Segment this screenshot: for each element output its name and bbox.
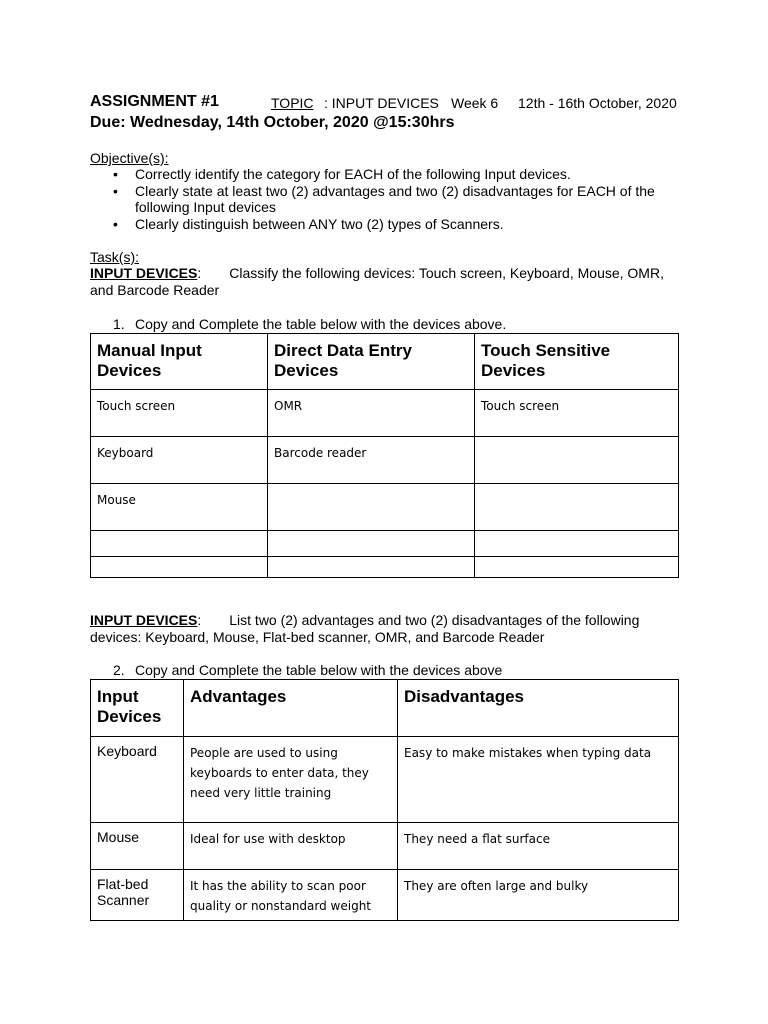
- column-header: Input Devices: [91, 680, 184, 737]
- table-cell: [475, 531, 679, 557]
- table-cell: [268, 484, 475, 531]
- table-row: [91, 737, 679, 823]
- table-cell: Flat-bed Scanner: [91, 870, 184, 921]
- table-cell: [268, 531, 475, 557]
- table-cell: OMR: [268, 390, 475, 437]
- table-cell: Keyboard: [91, 437, 268, 484]
- table-cell: Keyboard: [91, 737, 184, 823]
- table-row: [91, 870, 679, 921]
- table-cell: [475, 437, 679, 484]
- table-cell: People are used to using keyboards to enter data, they need very little training: [184, 737, 398, 823]
- column-header: Touch Sensitive Devices: [475, 334, 679, 390]
- column-header: Advantages: [184, 680, 398, 737]
- table-header-row: [91, 680, 679, 737]
- table-header-row: [91, 334, 679, 390]
- task1-step-text: Copy and Complete the table below with the devices above.: [135, 316, 507, 332]
- task1-text: Classify the following devices: Touch screen, Keyboard, Mouse, OMR, and Barcode Reader: [90, 265, 664, 298]
- tasks-heading: Task(s):: [90, 249, 139, 265]
- advantages-table: [90, 679, 679, 921]
- date-range: 12th - 16th October, 2020: [518, 95, 677, 111]
- table-cell: Ideal for use with desktop: [184, 823, 398, 870]
- task2-instructions: [90, 612, 680, 645]
- topic-value: : INPUT DEVICES: [324, 95, 439, 111]
- table-cell: Mouse: [91, 823, 184, 870]
- table-cell: Touch screen: [91, 390, 268, 437]
- objective-item: • Correctly identify the category for EACH of the following Input devices.: [90, 166, 670, 183]
- device-category-table: [90, 333, 679, 578]
- task2-text: List two (2) advantages and two (2) disadvantages of the following devices: Keyboard, Mouse, Flat-bed scanner, OMR, and Barcode Reader: [90, 612, 640, 645]
- due-date: Due: Wednesday, 14th October, 2020 @15:30hrs: [90, 114, 455, 131]
- task2-step: [113, 662, 502, 678]
- table-row: [91, 531, 679, 557]
- objectives-heading: Objective(s):: [90, 150, 169, 166]
- task1-colon: :: [197, 265, 202, 281]
- task1-step: [113, 316, 506, 332]
- table-cell: Touch screen: [475, 390, 679, 437]
- table-cell: Easy to make mistakes when typing data: [398, 737, 679, 823]
- table-cell: [475, 557, 679, 578]
- table-cell: [268, 557, 475, 578]
- task2-colon: :: [197, 612, 202, 628]
- table-row: [91, 390, 679, 437]
- table-cell: They are often large and bulky: [398, 870, 679, 921]
- week-label: Week 6: [451, 95, 499, 111]
- table-cell: They need a flat surface: [398, 823, 679, 870]
- objective-item: • Clearly distinguish between ANY two (2) types of Scanners.: [90, 216, 670, 233]
- assignment-title: ASSIGNMENT #1: [90, 93, 219, 110]
- table-cell: Mouse: [91, 484, 268, 531]
- objective-item: • Clearly state at least two (2) advantages and two (2) disadvantages for EACH of the following Input devices: [90, 183, 670, 216]
- table-cell: [91, 557, 268, 578]
- header-row: [90, 93, 690, 115]
- table-row: [91, 823, 679, 870]
- table-row: [91, 557, 679, 578]
- table-cell: [475, 484, 679, 531]
- column-header: Disadvantages: [398, 680, 679, 737]
- table-cell: Barcode reader: [268, 437, 475, 484]
- table-row: [91, 484, 679, 531]
- task1-step-number: 1.: [113, 316, 125, 332]
- task2-lead: INPUT DEVICES: [90, 612, 198, 628]
- task1-instructions: [90, 265, 680, 298]
- topic-label: TOPIC: [271, 95, 314, 111]
- table-cell: It has the ability to scan poor quality or nonstandard weight: [184, 870, 398, 921]
- task2-step-text: Copy and Complete the table below with the devices above: [135, 662, 503, 678]
- table-row: [91, 437, 679, 484]
- objectives-list: [90, 166, 670, 232]
- column-header: Direct Data Entry Devices: [268, 334, 475, 390]
- task2-step-number: 2.: [113, 662, 125, 678]
- table-cell: [91, 531, 268, 557]
- column-header: Manual Input Devices: [91, 334, 268, 390]
- task1-lead: INPUT DEVICES: [90, 265, 198, 281]
